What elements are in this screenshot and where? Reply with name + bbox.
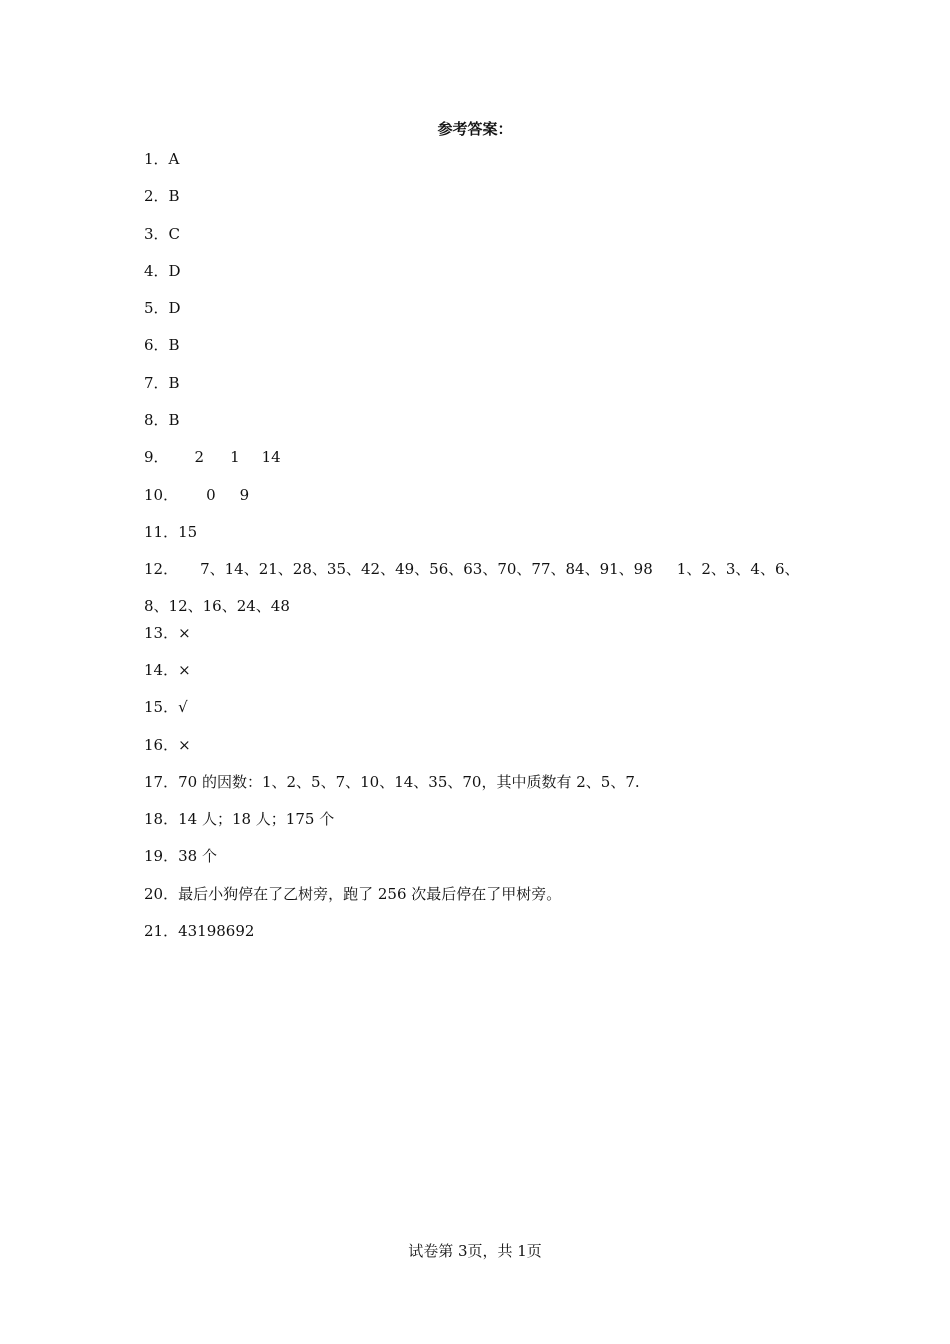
answer-number: 4． — [144, 261, 169, 280]
answer-number: 11． — [144, 522, 179, 541]
answer-item — [144, 407, 824, 444]
answer-item — [144, 183, 824, 220]
answer-text: 38 个 — [178, 847, 217, 866]
answer-number: 12． — [144, 559, 179, 578]
answer-blank: 9 — [239, 485, 250, 504]
answer-number: 21． — [144, 922, 179, 941]
answer-number: 7． — [144, 373, 169, 392]
answer-number: 1． — [144, 150, 169, 168]
answer-text: 70 的因数：1、2、5、7、10、14、35、70，其中质数有 2、5、7. — [178, 772, 640, 791]
answer-number: 17． — [144, 772, 179, 791]
answer-blank: 1、2、3、4、6、8、12、16、24、48 — [144, 559, 800, 615]
answer-text: B — [168, 373, 180, 392]
answer-number: 10． — [144, 485, 179, 504]
answer-blank: 1 — [230, 448, 240, 467]
answer-item — [144, 918, 824, 955]
answer-item — [144, 444, 824, 481]
answer-item — [144, 694, 824, 731]
answer-item — [144, 843, 824, 880]
answer-text: √ — [178, 698, 188, 717]
answer-text: D — [168, 299, 181, 318]
answer-number: 3． — [144, 224, 169, 243]
answer-text: 14 人；18 人；175 个 — [178, 810, 335, 829]
answer-item — [144, 769, 824, 806]
answer-list — [144, 146, 824, 955]
answer-text: 43198692 — [178, 922, 255, 941]
answer-item — [144, 258, 824, 295]
answer-item — [144, 370, 824, 407]
answer-blank: 2 — [194, 448, 205, 467]
answer-text: × — [178, 735, 191, 754]
answer-number: 14． — [144, 660, 179, 679]
answer-text: × — [178, 623, 191, 642]
answer-number: 6． — [144, 336, 169, 355]
answer-item — [144, 295, 824, 332]
answer-item — [144, 551, 824, 626]
answer-number: 20． — [144, 884, 179, 903]
answer-text: D — [168, 261, 181, 280]
answer-item — [144, 332, 824, 369]
answer-text: 15 — [178, 522, 198, 541]
answer-item — [144, 482, 824, 519]
answer-text: C — [168, 224, 181, 243]
answer-item — [144, 881, 824, 918]
answer-number: 9． — [144, 448, 169, 467]
answer-item — [144, 146, 824, 183]
answer-blank: 14 — [261, 448, 281, 467]
answer-number: 15． — [144, 698, 179, 717]
answer-item — [144, 806, 824, 843]
page-footer: 试卷第 3页，共 1页 — [408, 1242, 542, 1260]
answer-text: B — [168, 336, 180, 355]
answer-number: 2． — [144, 187, 169, 206]
answer-number: 13． — [144, 623, 179, 642]
page-title: 参考答案： — [437, 120, 513, 138]
answer-item — [144, 620, 824, 657]
answer-text: B — [168, 411, 180, 430]
answer-number: 8． — [144, 411, 169, 430]
answer-number: 5． — [144, 299, 169, 318]
answer-text: A — [168, 150, 180, 168]
answer-blank: 7、14、21、28、35、42、49、56、63、70、77、84、91、98 — [200, 559, 653, 578]
answer-item — [144, 221, 824, 258]
answer-text: B — [168, 187, 180, 206]
answer-number: 18． — [144, 810, 179, 829]
answer-text: 最后小狗停在了乙树旁，跑了 256 次最后停在了甲树旁。 — [178, 884, 562, 903]
answer-text: × — [178, 660, 191, 679]
answer-item — [144, 657, 824, 694]
answer-item — [144, 732, 824, 769]
answer-number: 16． — [144, 735, 179, 754]
answer-number: 19． — [144, 847, 179, 866]
answer-blank: 0 — [206, 485, 216, 504]
